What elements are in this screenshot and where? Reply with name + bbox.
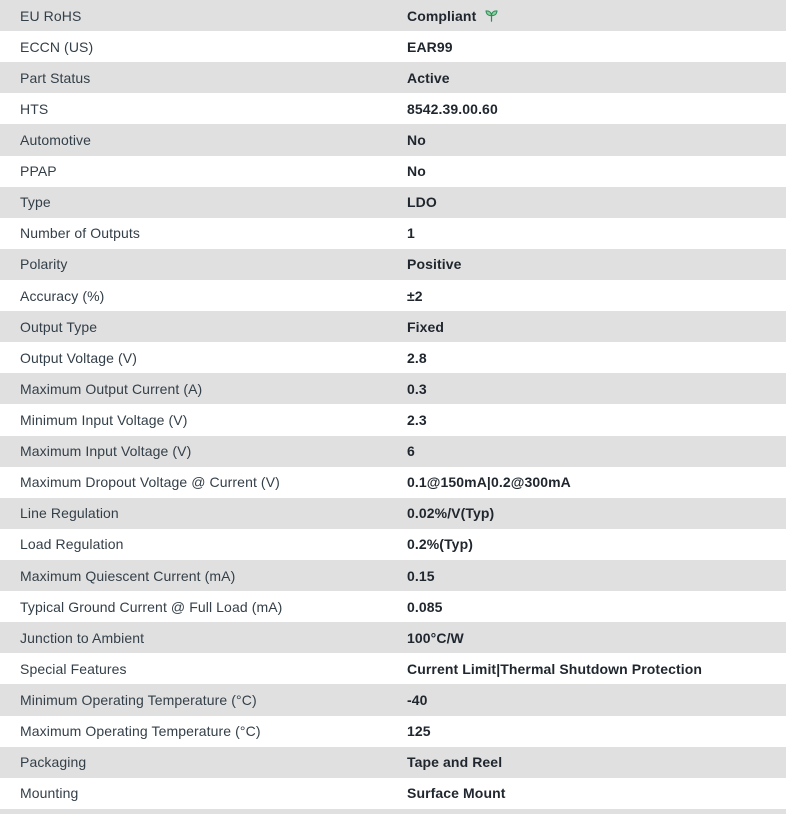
attribute-value (407, 194, 786, 210)
attribute-value-text: Active (407, 69, 450, 86)
table-row (0, 653, 786, 684)
attribute-label: Mounting (20, 785, 79, 802)
attribute-value (407, 70, 786, 86)
attribute-label: Line Regulation (20, 505, 119, 522)
table-row (0, 684, 786, 715)
table-row (0, 591, 786, 622)
attribute-value (407, 754, 786, 770)
table-row (0, 0, 786, 31)
table-row (0, 560, 786, 591)
attribute-label: Junction to Ambient (20, 629, 145, 646)
table-row (0, 249, 786, 280)
table-row (0, 280, 786, 311)
attribute-label: Typical Ground Current @ Full Load (mA) (20, 598, 283, 615)
attribute-value-text: 0.15 (407, 567, 435, 584)
attribute-label: Maximum Quiescent Current (mA) (20, 567, 236, 584)
table-row (0, 716, 786, 747)
table-row-partial (0, 809, 786, 814)
attribute-label: Packaging (20, 754, 87, 771)
attribute-label: Maximum Input Voltage (V) (20, 443, 192, 460)
attribute-label: EU RoHS (20, 7, 82, 24)
table-row (0, 778, 786, 809)
attribute-label: Type (20, 194, 51, 211)
attribute-value-text: 2.8 (407, 349, 427, 366)
attribute-value (407, 8, 786, 24)
attribute-label: HTS (20, 100, 49, 117)
attribute-value-text: EAR99 (407, 38, 453, 55)
attribute-value-text: 0.085 (407, 598, 443, 615)
attribute-label: PPAP (20, 163, 57, 180)
attribute-value (407, 630, 786, 646)
attribute-value-text: 1 (407, 225, 415, 242)
table-row (0, 156, 786, 187)
table-row (0, 404, 786, 435)
table-row (0, 187, 786, 218)
attribute-value (407, 381, 786, 397)
attribute-value (407, 536, 786, 552)
attribute-label: Polarity (20, 256, 68, 273)
attribute-value (407, 599, 786, 615)
attribute-value-text: 0.1@150mA|0.2@300mA (407, 474, 571, 491)
attribute-label: Special Features (20, 660, 127, 677)
attribute-label: Number of Outputs (20, 225, 140, 242)
attribute-value (407, 692, 786, 708)
attribute-value-text: LDO (407, 194, 437, 211)
attribute-value-text: Surface Mount (407, 785, 506, 802)
attribute-value-text: 6 (407, 443, 415, 460)
attribute-value (407, 319, 786, 335)
attribute-value (407, 132, 786, 148)
attribute-label: ECCN (US) (20, 38, 94, 55)
leaf-icon (484, 8, 499, 23)
attribute-value (407, 661, 786, 677)
table-row (0, 436, 786, 467)
attribute-value (407, 723, 786, 739)
attribute-label: Maximum Operating Temperature (°C) (20, 723, 261, 740)
attribute-value-text: No (407, 163, 426, 180)
attribute-label: Output Voltage (V) (20, 349, 137, 366)
attribute-label: Minimum Operating Temperature (°C) (20, 691, 257, 708)
attribute-label: Output Type (20, 318, 98, 335)
table-row (0, 93, 786, 124)
attribute-value-text: Fixed (407, 318, 445, 335)
attribute-value (407, 288, 786, 304)
table-row (0, 747, 786, 778)
attribute-value-text: 0.2%(Typ) (407, 536, 473, 553)
table-row (0, 529, 786, 560)
table-row (0, 62, 786, 93)
attribute-value (407, 101, 786, 117)
table-row (0, 311, 786, 342)
attribute-value-text: 8542.39.00.60 (407, 100, 498, 117)
attribute-value (407, 225, 786, 241)
attribute-label: Minimum Input Voltage (V) (20, 411, 188, 428)
attribute-value (407, 256, 786, 272)
attribute-label: Accuracy (%) (20, 287, 105, 304)
attribute-value-text: 100°C/W (407, 629, 464, 646)
attribute-value-text: Positive (407, 256, 462, 273)
attribute-value-text: Current Limit|Thermal Shutdown Protection (407, 660, 703, 677)
table-row (0, 218, 786, 249)
attribute-value (407, 350, 786, 366)
attribute-label: Maximum Dropout Voltage @ Current (V) (20, 474, 280, 491)
table-row (0, 124, 786, 155)
attribute-label: Part Status (20, 69, 91, 86)
table-row (0, 342, 786, 373)
attribute-value-text: Tape and Reel (407, 754, 503, 771)
attribute-value-text: 0.02%/V(Typ) (407, 505, 495, 522)
attribute-value-text: -40 (407, 691, 428, 708)
attribute-value (407, 412, 786, 428)
attribute-value (407, 474, 786, 490)
attribute-value-text: ±2 (407, 287, 423, 304)
attribute-label: Maximum Output Current (A) (20, 380, 203, 397)
table-row (0, 31, 786, 62)
table-row (0, 622, 786, 653)
table-row (0, 498, 786, 529)
attribute-value (407, 568, 786, 584)
attribute-label: Automotive (20, 131, 92, 148)
attribute-value (407, 505, 786, 521)
table-row (0, 467, 786, 498)
attribute-value (407, 39, 786, 55)
attribute-value (407, 443, 786, 459)
attribute-label: Load Regulation (20, 536, 124, 553)
attribute-value-text: No (407, 131, 426, 148)
attribute-value-text: Compliant (407, 7, 477, 24)
attribute-value-text: 0.3 (407, 380, 427, 397)
table-row (0, 373, 786, 404)
attribute-value-text: 125 (407, 723, 431, 740)
attribute-value-text: 2.3 (407, 411, 427, 428)
attribute-value (407, 785, 786, 801)
attribute-value (407, 163, 786, 179)
